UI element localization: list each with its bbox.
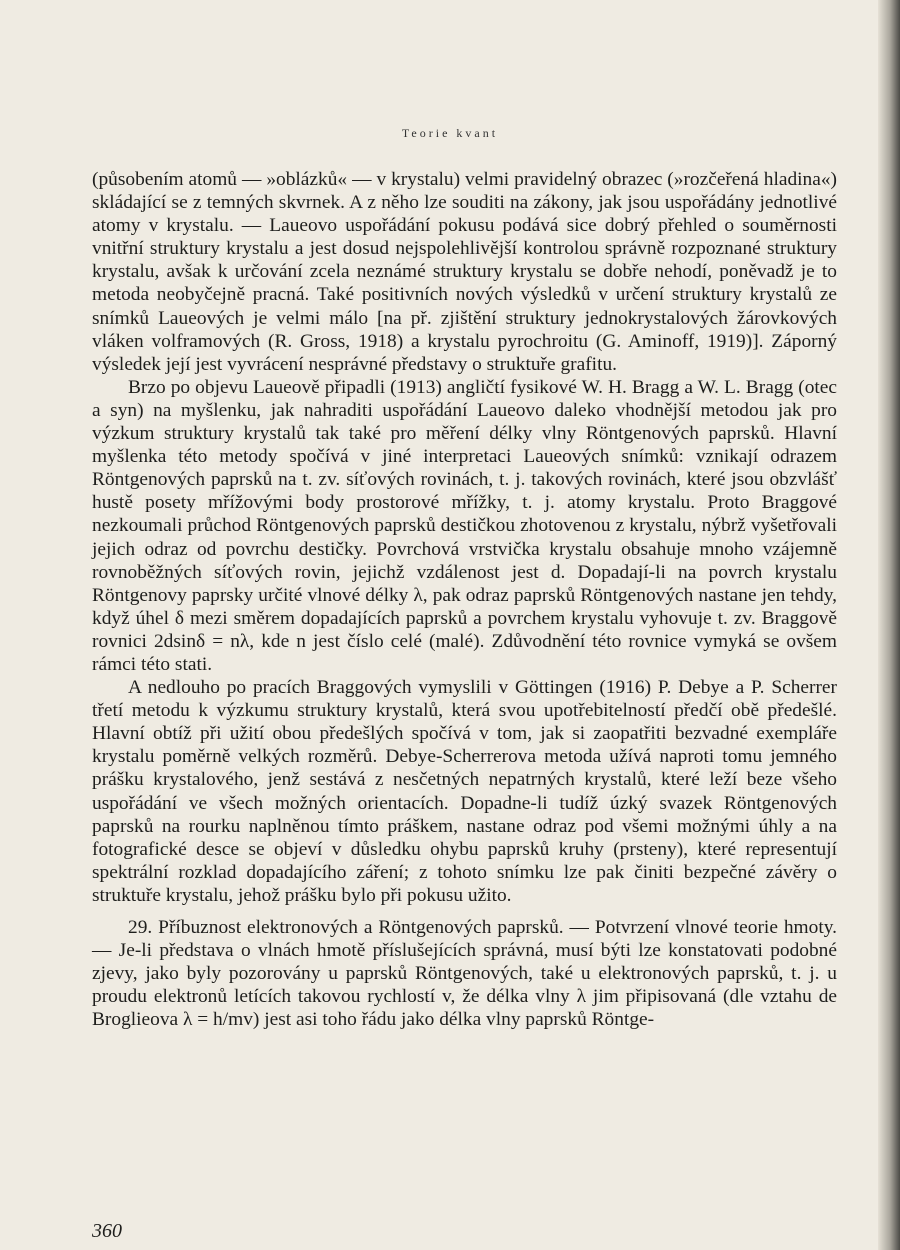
running-head: Teorie kvant (401, 126, 499, 140)
paragraph-3: A nedlouho po pracích Braggových vymyslili v Göttingen (1916) P. Debye a P. Scherrer třetí metodu k výzkumu struktury krystalů, která svou upotřebitelností předčí obě předešlé. Hlavní obtíž při užití obou předešlých spočívá v tom, jak si zaopatřiti bezvadné exempláře krystalu poměrně velkých rozměrů. Debye-Scherrerova metoda užívá naproti tomu jemného prášku krystalového, jenž sestává z nesčetných nepatrných krystalů, které leží beze všeho uspořádání ve všech možných orientacích. Dopadne-li tudíž úzký svazek Röntgenových paprsků na rourku naplněnou tímto práškem, nastane odraz pod všemi možnými úhly a na fotografické desce se objeví v důsledku ohybu paprsků kruhy (prsteny), které representují spektrální rozklad dopadajícího záření; z tohoto snímku lze pak činiti bezpečné závěry o struktuře krystalu, jehož prášku bylo při pokusu užito. (92, 677, 837, 906)
text-body (92, 168, 837, 1031)
page-edge-shadow (878, 0, 900, 1250)
paragraph-1: (působením atomů — »oblázků« — v krystalu) velmi pravidelný obrazec (»rozčeřená hladina«) skládající se z temných skvrnek. A z něho lze souditi na zákony, jak jsou uspořádány jednotlivé atomy v krystalu. — Laueovo uspořádání pokusu podává sice dobrý přehled o souměrnosti vnitřní struktury krystalu a jest dosud nejspolehlivější kontrolou správně rozpoznané struktury krystalu, avšak k určování zcela neznámé struktury krystalu se dobře nehodí, poněvadž je to metoda neobyčejně pracná. Také positivních nových výsledků v určení struktury krystalů ze snímků Laueových je velmi málo [na př. zjištění struktury jednokrystalových žárovkových vláken volframových (R. Gross, 1918) a krystalu pyrochroitu (G. Aminoff, 1919)]. Záporný výsledek její jest vyvrácení nesprávné představy o struktuře grafitu. (92, 169, 837, 375)
paragraph-2: Brzo po objevu Laueově připadli (1913) angličtí fysikové W. H. Bragg a W. L. Bragg (otec a syn) na myšlenku, jak nahraditi uspořádání Laueovo daleko vhodnější metodou jak pro výzkum struktury krystalů tak také pro měření délky vlny Röntgenových paprsků. Hlavní myšlenka této metody spočívá v jiné interpretaci Laueových snímků: vznikají odrazem Röntgenových paprsků na t. zv. síťových rovinách, t. j. takových rovinách, které jsou obzvlášť hustě posety mřížovými body prostorové mřížky, t. j. atomy krystalu. Proto Braggové nezkoumali průchod Röntgenových paprsků destičkou zhotovenou z krystalu, nýbrž vyšetřovali jejich odraz od povrchu destičky. Povrchová vrstvička krystalu obsahuje mnoho vzájemně rovnoběžných síťových rovin, jejichž vzdálenost jest d. Dopadají-li na povrch krystalu Röntgenovy paprsky určité vlnové délky λ, pak odraz paprsků Röntgenových nastane jen tehdy, když úhel δ mezi směrem dopadajících paprsků a povrchem krystalu vyhovuje t. zv. Braggově rovnici 2dsinδ = nλ, kde n jest číslo celé (malé). Zdůvodnění této rovnice vymyká se ovšem rámci této stati. (92, 376, 837, 675)
section-29-paragraph: 29. Příbuznost elektronových a Röntgenových paprsků. — Potvrzení vlnové teorie hmoty. — Je-li představa o vlnách hmotě příslušejících správná, musí býti lze konstatovati podobné zjevy, jako byly pozorovány u paprsků Röntgenových, také u elektronových paprsků, t. j. u proudu elektronů letících takovou rychlostí v, že délka vlny λ jim připisovaná (dle vztahu de Broglieova λ = h/mv) jest asi toho řádu jako délka vlny paprsků Röntge- (92, 917, 837, 1031)
section-gap (92, 907, 837, 916)
page-number: 360 (92, 1220, 122, 1242)
